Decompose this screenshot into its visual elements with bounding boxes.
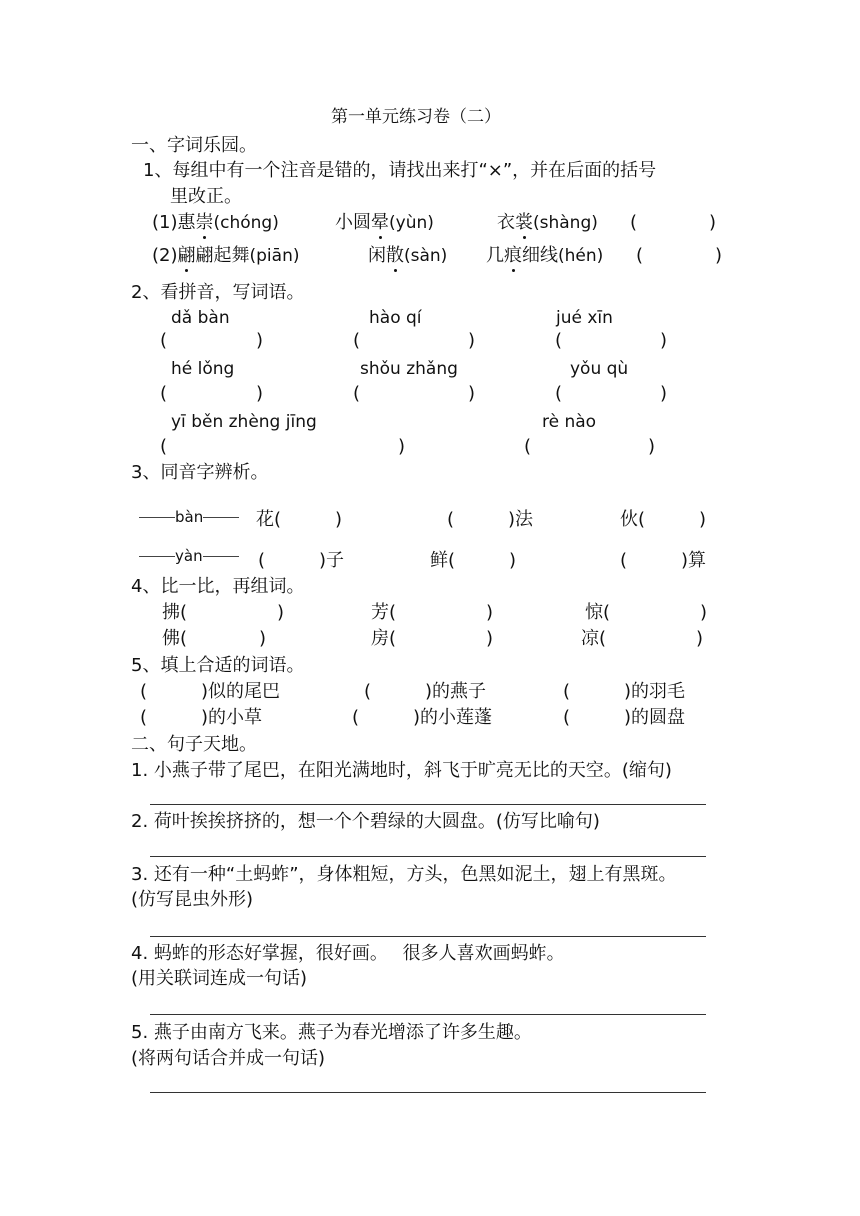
q3-heading: 3、同音字辨析。: [131, 462, 269, 483]
sentence-1: 1. 小燕子带了尾巴，在阳光满地时，斜飞于旷亮无比的天空。(缩句): [131, 760, 672, 781]
q5-item: ( )的羽毛: [563, 681, 686, 702]
pinyin-cell: hào qí: [369, 308, 422, 328]
yan-label: yàn: [139, 547, 239, 565]
dotted-char: 裳: [515, 212, 533, 233]
answer-line-3[interactable]: [150, 936, 706, 937]
bracket-close: ): [398, 436, 406, 457]
q4-item: 佛( ): [162, 628, 267, 649]
q2-heading: 2、看拼音，写词语。: [131, 282, 305, 303]
dotted-char: 散: [386, 245, 404, 266]
q1-instruction-line1: 1、每组中有一个注音是错的，请找出来打“×”，并在后面的括号: [143, 160, 657, 181]
dotted-char: 晕: [371, 212, 389, 233]
sentence-5-instruction: (将两句话合并成一句话): [131, 1048, 326, 1069]
pinyin-cell: shǒu zhǎng: [360, 359, 458, 379]
pinyin-cell: hé lǒng: [171, 359, 235, 379]
q1-row2-item-a: (2)翩翩起舞(piān): [152, 245, 300, 266]
page-title: 第一单元练习卷（二）: [331, 107, 501, 127]
sentence-4: 4. 蚂蚱的形态好掌握，很好画。 很多人喜欢画蚂蚱。: [131, 943, 565, 964]
q1-row1-item-a: (1)惠崇(chóng): [152, 212, 279, 233]
bracket-open: (: [353, 383, 361, 404]
sentence-4-instruction: (用关联词连成一句话): [131, 968, 308, 989]
bracket-close: ): [468, 330, 476, 351]
dotted-char: 崇: [195, 212, 214, 233]
dotted-char: 痕: [504, 245, 522, 266]
q4-item: 芳( ): [371, 602, 494, 623]
ban-item-1: 花( ): [256, 509, 343, 530]
q5-heading: 5、填上合适的词语。: [131, 655, 305, 676]
answer-line-2[interactable]: [150, 856, 706, 857]
pinyin-cell: yī běn zhèng jīng: [171, 412, 317, 432]
sentence-5: 5. 燕子由南方飞来。燕子为春光增添了许多生趣。: [131, 1022, 532, 1043]
ban-item-2: ( )法: [447, 509, 534, 530]
pinyin-cell: dǎ bàn: [171, 308, 230, 328]
dotted-char: 翩: [177, 245, 196, 266]
ban-item-3: 伙( ): [620, 509, 707, 530]
ban-label: bàn: [139, 508, 239, 526]
bracket-open: (: [160, 383, 168, 404]
bracket-close: ): [256, 383, 264, 404]
bracket-open: (: [524, 436, 532, 457]
sentence-3-instruction: (仿写昆虫外形): [131, 889, 254, 910]
bracket-open: (: [555, 383, 563, 404]
answer-line-1[interactable]: [150, 804, 706, 805]
q4-item: 惊( ): [585, 602, 708, 623]
q4-heading: 4、比一比，再组词。: [131, 576, 305, 597]
q5-item: ( )似的尾巴: [140, 681, 281, 702]
pinyin-cell: rè nào: [542, 412, 597, 432]
q4-item: 拂( ): [162, 602, 285, 623]
answer-line-4[interactable]: [150, 1014, 706, 1015]
q5-item: ( )的圆盘: [563, 707, 686, 728]
bracket-close: ): [256, 330, 264, 351]
q1-row1-item-c: 衣裳(shàng): [497, 212, 598, 233]
bracket-close: ): [468, 383, 476, 404]
yan-item-2: 鲜( ): [430, 550, 517, 571]
q4-item: 房( ): [371, 628, 494, 649]
q1-row1-answer-bracket[interactable]: ( ): [630, 212, 717, 233]
q1-row2-answer-bracket[interactable]: ( ): [636, 245, 723, 266]
pinyin-cell: yǒu qù: [570, 359, 629, 379]
bracket-close: ): [660, 330, 668, 351]
section-heading-2: 二、句子天地。: [131, 734, 257, 755]
bracket-open: (: [353, 330, 361, 351]
section-heading-1: 一、字词乐园。: [131, 135, 257, 156]
bracket-open: (: [160, 330, 168, 351]
bracket-open: (: [160, 436, 168, 457]
yan-item-1: ( )子: [258, 550, 345, 571]
sentence-2: 2. 荷叶挨挨挤挤的，想一个个碧绿的大圆盘。(仿写比喻句): [131, 811, 600, 832]
q1-row1-item-b: 小圆晕(yùn): [335, 212, 434, 233]
bracket-close: ): [648, 436, 656, 457]
q4-item: 凉( ): [581, 628, 704, 649]
bracket-close: ): [660, 383, 668, 404]
q1-instruction-line2: 里改正。: [170, 186, 242, 207]
bracket-open: (: [555, 330, 563, 351]
sentence-3: 3. 还有一种“土蚂蚱”，身体粗短，方头，色黑如泥土，翅上有黑斑。: [131, 864, 677, 885]
pinyin-cell: jué xīn: [556, 308, 613, 328]
q1-row2-item-c: 几痕细线(hén): [486, 245, 604, 266]
yan-item-3: ( )算: [620, 550, 707, 571]
q1-row2-item-b: 闲散(sàn): [368, 245, 448, 266]
answer-line-5[interactable]: [150, 1092, 706, 1093]
q5-item: ( )的燕子: [364, 681, 487, 702]
q5-item: ( )的小莲蓬: [352, 707, 493, 728]
q5-item: ( )的小草: [140, 707, 263, 728]
